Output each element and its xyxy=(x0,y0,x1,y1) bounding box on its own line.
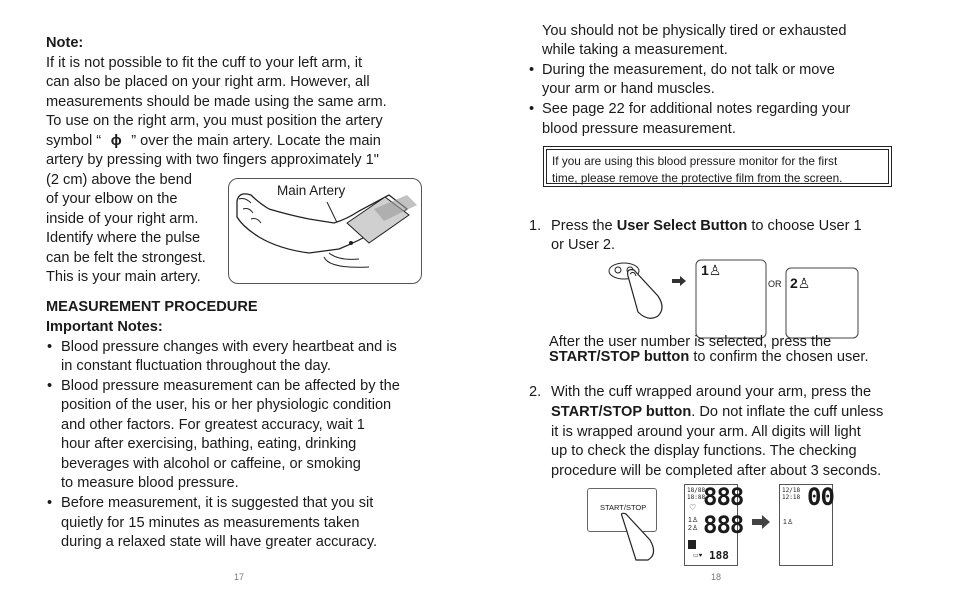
heart-icon: ♡ xyxy=(689,503,697,512)
step-2-number: 2. xyxy=(529,384,542,400)
step-1-line-1 xyxy=(551,217,862,237)
after-post: to confirm the chosen user. xyxy=(689,349,869,365)
start-stop-button-label: START/STOP button xyxy=(549,349,690,365)
bullet-2-line-5: beverages with alcohol or caffeine, or smoking xyxy=(61,456,361,472)
note-line-2: can also be placed on your right arm. However, all xyxy=(46,74,370,90)
sub-heading: Important Notes: xyxy=(46,319,163,335)
step-1-number: 1. xyxy=(529,218,542,234)
lcd2-user-number: 1 xyxy=(783,519,787,526)
protective-film-note xyxy=(543,146,892,187)
after-line-2 xyxy=(549,348,869,368)
or-label: OR xyxy=(768,279,782,289)
user-2-number: 2 xyxy=(790,275,798,291)
pressing-finger xyxy=(620,512,660,562)
bullet-2-line-4: hour after exercising, bathing, eating, drinking xyxy=(61,436,357,452)
start-stop-text: START/STOP xyxy=(600,503,647,512)
bullet-3-line-3: during a relaxed state will have greater accuracy. xyxy=(61,534,378,550)
arm-illustration xyxy=(229,179,421,283)
step-2-post: . Do not inflate the cuff unless xyxy=(691,404,884,420)
bullet-dot: • xyxy=(47,495,53,511)
arrow-right-icon xyxy=(752,515,772,529)
note-box-line-1: If you are using this blood pressure monitor for the first xyxy=(552,154,838,168)
artery-symbol: ϕ xyxy=(110,133,122,149)
step-1-post: to choose User 1 xyxy=(747,218,862,234)
note-line-4: To use on the right arm, you must position the artery xyxy=(46,113,383,129)
r-bullet-1-line-1: During the measurement, do not talk or move xyxy=(542,62,835,78)
step-1-pre: Press the xyxy=(551,218,617,234)
arm-figure xyxy=(228,178,422,284)
page-number-right: 18 xyxy=(711,572,722,582)
bullet-dot: • xyxy=(47,339,53,355)
battery-icon: ▭♥ xyxy=(693,553,703,559)
page-number-left: 17 xyxy=(234,572,245,582)
bullet-3-line-2: quietly for 15 minutes as measurements taken xyxy=(61,515,360,531)
symbol-suffix: ” over the main artery. Locate the main xyxy=(131,133,381,149)
user-select-button-label: User Select Button xyxy=(616,218,748,234)
user-2-indicator xyxy=(790,275,810,292)
bullet-dot: • xyxy=(529,101,535,117)
bullet-1-line-1: Blood pressure changes with every heartbeat and is xyxy=(61,339,397,355)
step-2-line-4: up to check the display functions. The checking xyxy=(551,443,857,459)
step-2-line-1: With the cuff wrapped around your arm, press the xyxy=(551,384,872,400)
r-bullet-1-line-2: your arm or hand muscles. xyxy=(542,81,715,97)
wrap-line-5: can be felt the strongest. xyxy=(46,250,206,266)
user-1-indicator xyxy=(701,262,721,279)
r-bullet-2-line-1: See page 22 for additional notes regarding your xyxy=(542,101,851,117)
bullet-2-line-6: to measure blood pressure. xyxy=(61,475,239,491)
r-bullet-2-line-2: blood pressure measurement. xyxy=(542,121,736,137)
bullet-2-line-1: Blood pressure measurement can be affected by the xyxy=(61,378,400,394)
bullet-1-line-2: in constant fluctuation throughout the day. xyxy=(61,358,331,374)
after-line-1: After the user number is selected, press the xyxy=(549,334,832,350)
bullet-dot: • xyxy=(529,62,535,78)
lcd2-date-top: 12/18 xyxy=(782,487,801,494)
lcd2-time-digits: 00 xyxy=(807,483,834,511)
lcd-date-top: 18/88 xyxy=(687,487,706,494)
note-line-6: artery by pressing with two fingers approximately 1" xyxy=(46,152,379,168)
step-1-line-2: or User 2. xyxy=(551,237,616,253)
bullet-2-line-3: and other factors. For greatest accuracy, wait 1 xyxy=(61,417,365,433)
note-line-1: If it is not possible to fit the cuff to your left arm, it xyxy=(46,55,363,71)
note-box-line-2: time, please remove the protective film from the screen. xyxy=(552,171,843,185)
note-line-5 xyxy=(46,132,381,152)
lcd-user-2: 2 xyxy=(688,525,692,532)
memory-icon xyxy=(688,540,696,549)
cont-line-2: while taking a measurement. xyxy=(542,42,728,58)
bullet-2-line-2: position of the user, his or her physiologic condition xyxy=(61,397,392,413)
user-icon: ♙ xyxy=(797,275,811,291)
wrap-line-1: (2 cm) above the bend xyxy=(46,172,193,188)
lcd2-date-bottom: 12:18 xyxy=(782,494,801,501)
bullet-dot: • xyxy=(47,378,53,394)
step-2-line-3: it is wrapped around your arm. All digits will light xyxy=(551,424,861,440)
wrap-line-6: This is your main artery. xyxy=(46,269,201,285)
lcd2-date xyxy=(782,487,800,501)
lcd-users: 1♙ 2♙ xyxy=(688,517,699,532)
lcd-display-date xyxy=(779,484,833,566)
cont-line-1: You should not be physically tired or exhausted xyxy=(542,23,847,39)
lcd-diastolic: 888 xyxy=(703,511,744,539)
note-heading: Note: xyxy=(46,35,84,51)
lcd-pulse: 188 xyxy=(709,549,729,562)
lcd2-user: 1♙ xyxy=(783,519,794,526)
wrap-line-4: Identify where the pulse xyxy=(46,230,201,246)
user-1-number: 1 xyxy=(701,262,709,278)
wrap-line-3: inside of your right arm. xyxy=(46,211,199,227)
lcd-display-full xyxy=(684,483,744,566)
lcd-systolic: 888 xyxy=(703,483,744,511)
section-heading: MEASUREMENT PROCEDURE xyxy=(46,299,258,315)
note-line-3: measurements should be made using the same arm. xyxy=(46,94,387,110)
start-stop-button-label: START/STOP button xyxy=(551,404,692,420)
user-select-illustration xyxy=(600,258,860,338)
lcd-date-bottom: 18:88 xyxy=(687,494,706,501)
step-2-line-5: procedure will be completed after about 3 seconds. xyxy=(551,463,882,479)
wrap-line-2: of your elbow on the xyxy=(46,191,178,207)
bullet-3-line-1: Before measurement, it is suggested that you sit xyxy=(61,495,374,511)
step-2-line-2 xyxy=(551,403,883,423)
main-artery-label: Main Artery xyxy=(277,183,346,198)
symbol-prefix: symbol “ xyxy=(46,133,102,149)
user-icon: ♙ xyxy=(708,262,722,278)
lcd-user-1: 1 xyxy=(688,517,692,524)
